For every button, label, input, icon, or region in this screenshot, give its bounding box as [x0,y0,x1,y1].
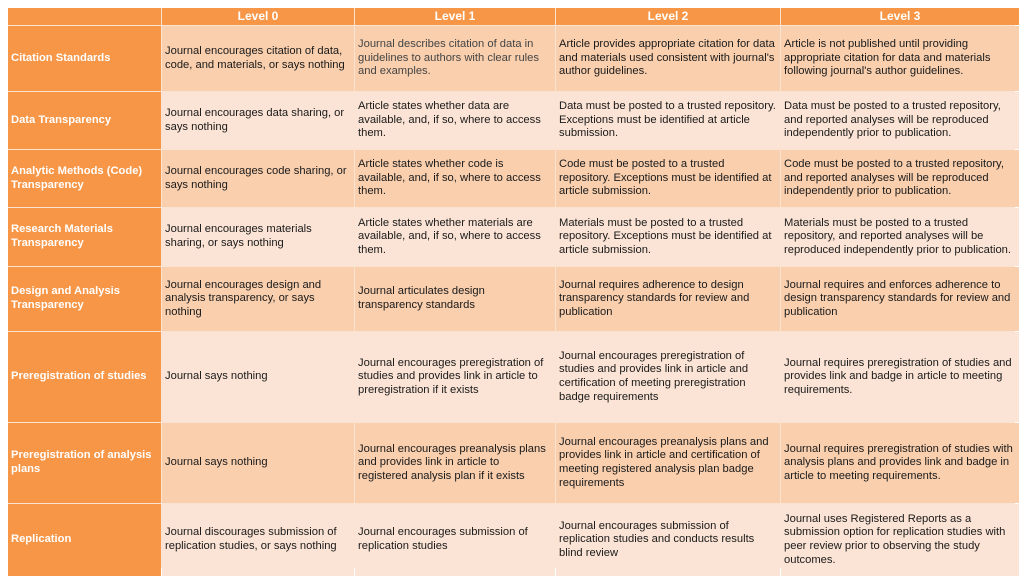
table-cell: Journal requires preregistration of studies and provides link and badge in article to meeting requirements. [781,332,1019,422]
header-level-0: Level 0 [162,8,354,25]
table-cell: Code must be posted to a trusted repository, and reported analyses will be reproduced independently prior to publication. [781,150,1019,207]
table-cell: Article is not published until providing appropriate citation for data and materials following journal's author guidelines. [781,26,1019,91]
row-label-research-materials: Research Materials Transparency [8,208,161,266]
table-cell: Article states whether materials are available, and, if so, where to access them. [355,208,555,266]
table-cell: Journal encourages preanalysis plans and provides link in article to registered analysis plan if it exists [355,423,555,503]
table-cell: Journal requires preregistration of studies with analysis plans and provides link and badge in article to meeting requirements. [781,423,1019,503]
table-cell: Journal says nothing [162,423,354,503]
table-cell: Journal encourages citation of data, code, and materials, or says nothing [162,26,354,91]
table-cell: Journal encourages preregistration of studies and provides link in article and certification of meeting preregistration badge requirements [556,332,780,422]
row-label-replication: Replication [8,504,161,576]
table-cell: Article states whether code is available, and, if so, where to access them. [355,150,555,207]
table-cell: Journal discourages submission of replication studies, or says nothing [162,504,354,576]
row-label-preregistration-analysis: Preregistration of analysis plans [8,423,161,503]
row-label-preregistration-studies: Preregistration of studies [8,332,161,422]
row-label-design-analysis: Design and Analysis Transparency [8,267,161,331]
table-cell: Journal encourages preregistration of studies and provides link in article to preregistration if it exists [355,332,555,422]
table-cell: Article provides appropriate citation for data and materials used consistent with journal's author guidelines. [556,26,780,91]
row-label-analytic-methods: Analytic Methods (Code) Transparency [8,150,161,207]
table-cell: Journal encourages materials sharing, or says nothing [162,208,354,266]
header-level-1: Level 1 [355,8,555,25]
table-cell: Materials must be posted to a trusted repository. Exceptions must be identified at article submission. [556,208,780,266]
table-cell: Journal encourages submission of replication studies [355,504,555,576]
table-cell: Journal encourages code sharing, or says nothing [162,150,354,207]
row-label-data-transparency: Data Transparency [8,92,161,149]
table-cell: Journal says nothing [162,332,354,422]
header-corner [8,8,161,25]
table-cell: Code must be posted to a trusted repository. Exceptions must be identified at article submission. [556,150,780,207]
table-cell: Data must be posted to a trusted repository. Exceptions must be identified at article submission. [556,92,780,149]
table-cell: Article states whether data are available, and, if so, where to access them. [355,92,555,149]
table-cell: Journal articulates design transparency standards [355,267,555,331]
header-level-2: Level 2 [556,8,780,25]
table-cell: Journal describes citation of data in guidelines to authors with clear rules and examples. [355,26,555,91]
table-cell: Journal encourages data sharing, or says nothing [162,92,354,149]
table-cell: Journal encourages design and analysis transparency, or says nothing [162,267,354,331]
table-cell: Journal encourages submission of replication studies and conducts results blind review [556,504,780,576]
top-guidelines-table [8,8,1015,568]
header-level-3: Level 3 [781,8,1019,25]
row-label-citation-standards: Citation Standards [8,26,161,91]
table-cell: Data must be posted to a trusted repository, and reported analyses will be reproduced independently prior to publication. [781,92,1019,149]
table-cell: Journal encourages preanalysis plans and provides link in article and certification of meeting registered analysis plan badge requirements [556,423,780,503]
table-cell: Journal requires adherence to design transparency standards for review and publication [556,267,780,331]
table-cell: Journal uses Registered Reports as a submission option for replication studies with peer review prior to observing the study outcomes. [781,504,1019,576]
table-cell: Journal requires and enforces adherence to design transparency standards for review and publication [781,267,1019,331]
table-cell: Materials must be posted to a trusted repository, and reported analyses will be reproduced independently prior to publication. [781,208,1019,266]
